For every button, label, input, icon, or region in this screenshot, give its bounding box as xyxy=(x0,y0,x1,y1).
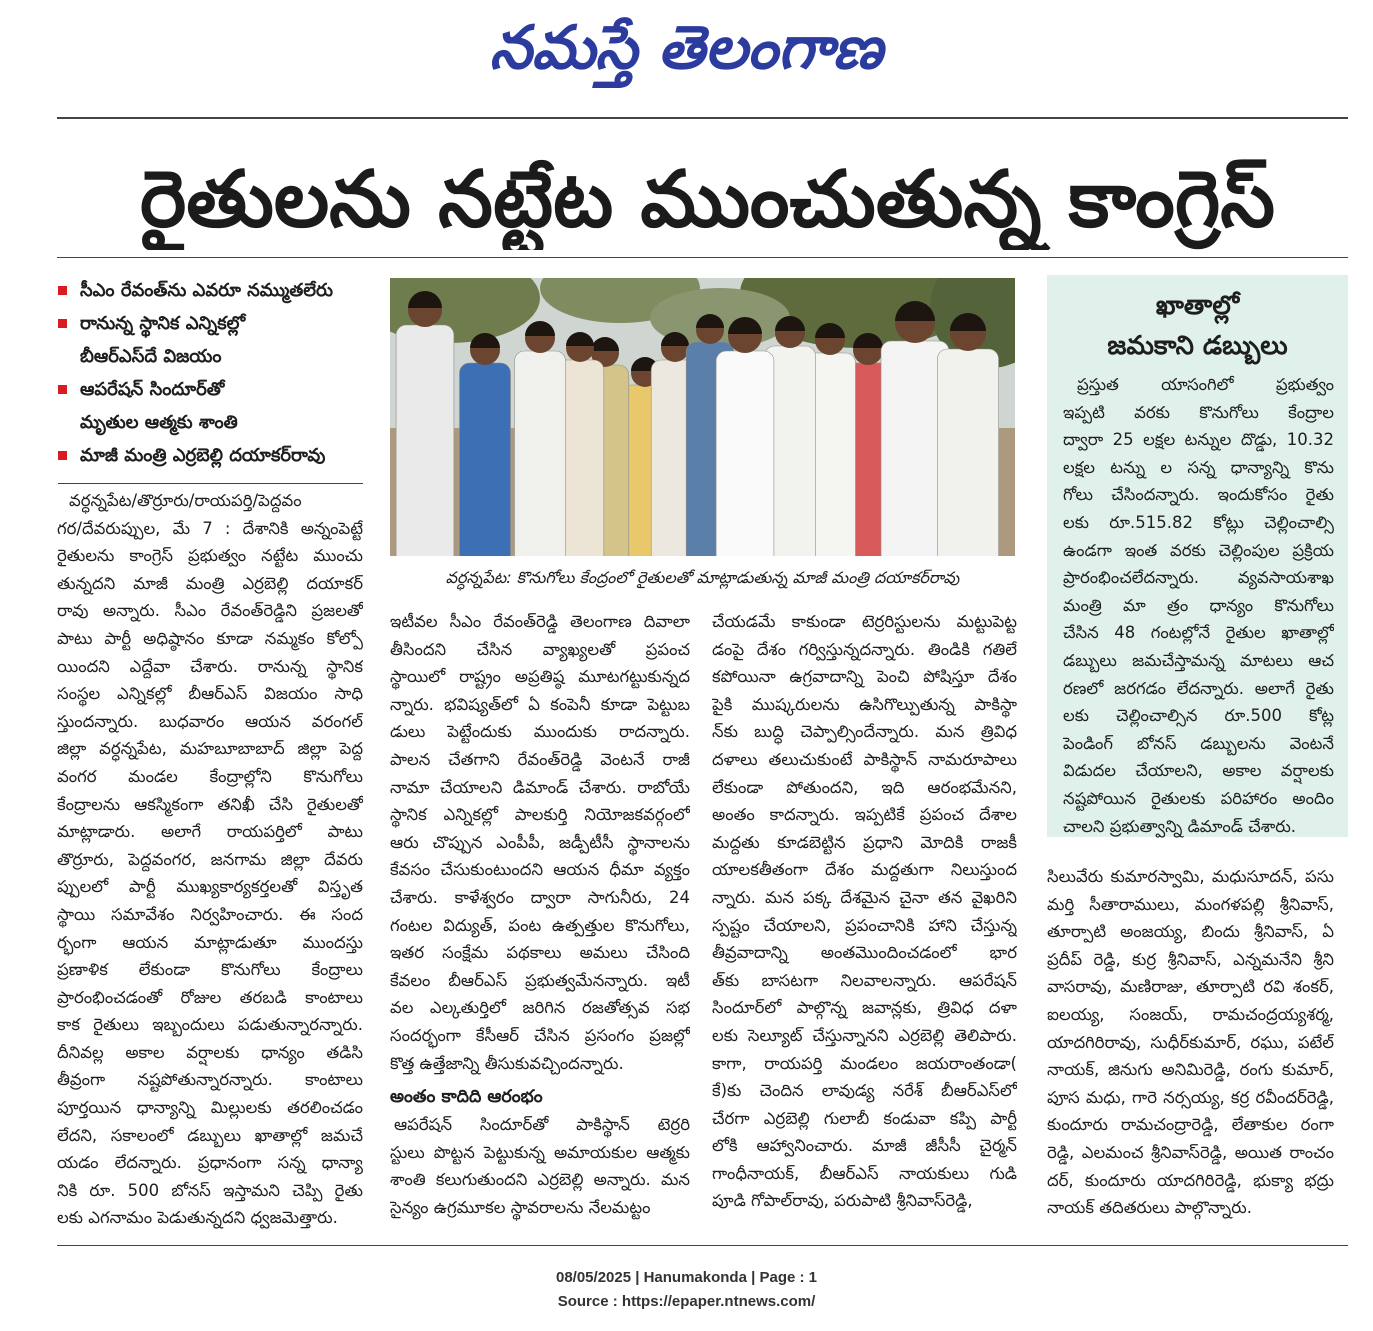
text-line: నష్టపోయిన రైతులకు పరిహారం అందిం xyxy=(1063,788,1334,808)
text-line: లేకుండా పోతుందని, ఇది ఆరంభమేనని, xyxy=(712,777,1017,797)
key-point-text: సీఎం రేవంత్‌ను ఎవరూ నమ్ముతలేరు xyxy=(80,280,333,301)
text-line: స్థానిక ఎన్నికల్లో పాలకుర్తి నియోజకవర్గంలో xyxy=(390,805,690,825)
text-line: సైన్యం ఉగ్రమూకల స్థావరాలను నేలమట్టం xyxy=(390,1197,651,1217)
text-line: సందర్భంగా కేసీఆర్ చేసిన ప్రసంగం ప్రజల్లో xyxy=(390,1025,690,1045)
text-line: లకు ఎగనామం పెడుతున్నదని ధ్వజమెత్తారు. xyxy=(57,1208,338,1228)
article-column-2-continued xyxy=(390,1111,690,1221)
bullet-square-icon xyxy=(58,286,67,295)
key-point-text: మృతుల ఆత్మకు శాంతి xyxy=(80,412,238,433)
text-line: రావు అన్నారు. సీఎం రేవంత్‌రెడ్డిని ప్రజలతో xyxy=(57,601,363,621)
text-line: లేదని, సకాలంలో డబ్బులు ఖాతాల్లో జమచే xyxy=(57,1125,363,1145)
text-line: గంటల విద్యుత్, పంట ఉత్పత్తుల కొనుగోలు, xyxy=(390,915,690,935)
text-line: నికి రూ. 500 బోనస్ ఇస్తామని చెప్పి రైతు xyxy=(57,1180,363,1200)
text-line: స్తుందన్నారు. బుధవారం ఆయన వరంగల్ xyxy=(57,711,363,731)
text-line: యిందని ఎద్దేవా చేశారు. రానున్న స్థానిక xyxy=(57,656,363,676)
text-line: పైకి ముష్కరులను ఉసిగొల్పుతున్న పాకిస్థా xyxy=(712,694,1017,714)
text-line: ఇప్పటి వరకు కొనుగోలు కేంద్రాల xyxy=(1063,402,1334,422)
text-line: అంతం కాదన్నారు. ఇప్పటికే ప్రపంచ దేశాల xyxy=(712,805,1017,825)
text-line: మాట్లాడారు. అలాగే రాయపర్తిలో పాటు xyxy=(57,822,363,842)
text-line: యాదగిరిరావు, సుధీర్‌కుమార్, రఘు, పటేల్ xyxy=(1047,1032,1334,1052)
text-line: తీవ్రంగా నష్టపోతున్నారన్నారు. కాంటాలు xyxy=(57,1070,363,1090)
text-line: కే)కు చెందిన లావుడ్య నరేశ్ బీఆర్ఎస్‌లో xyxy=(712,1081,1017,1101)
text-line: త్‌కు బాసటగా నిలవాలన్నారు. ఆపరేషన్ xyxy=(712,970,1017,990)
text-line: వల ఎల్కతుర్తిలో జరిగిన రజతోత్సవ సభ xyxy=(390,998,690,1018)
person-body xyxy=(460,363,511,556)
text-line: మర్తి సీతారాములు, మంగళపల్లి శ్రీనివాస్, xyxy=(1047,894,1334,914)
text-line: డులు పెట్టేందుకు ముందుకు రాదన్నారు. xyxy=(390,722,690,742)
text-line: డంపై దేశం గర్విస్తున్నదన్నారు. తిండికి గతిలే xyxy=(712,639,1017,659)
text-line: లక్షల టన్ను ల సన్న ధాన్యాన్ని కొను xyxy=(1063,457,1334,477)
text-line: ఆరు చొప్పున ఎంపీపీ, జడ్పీటీసీ స్థానాలను xyxy=(390,832,690,852)
article-column-2 xyxy=(390,608,690,1077)
source-line: Source : https://epaper.ntnews.com/ xyxy=(557,1293,816,1310)
text-line: పెండింగ్ బోనస్ డబ్బులను వెంటనే xyxy=(1063,733,1334,753)
news-photo xyxy=(390,278,1015,556)
text-line: మంత్రి మా త్రం ధాన్యం కొనుగోలు xyxy=(1063,595,1334,615)
article-column-1 xyxy=(57,487,363,1232)
text-line: కపోయినా ఉగ్రవాదాన్ని పెంచి పోషిస్తూ దేశం xyxy=(712,667,1017,687)
article-column-3 xyxy=(712,608,1017,1215)
text-line: రణలో జరగడం లేదన్నారు. అలాగే రైతు xyxy=(1063,678,1334,698)
text-line: జిల్లా వర్ధన్నపేట, మహబూబాబాద్ జిల్లా పెద్ద xyxy=(57,739,363,759)
text-line: తీసిందని చేసిన వ్యాఖ్యలతో ప్రపంచ xyxy=(390,639,690,659)
text-line: స్థాయి సమావేశం నిర్వహించారు. ఈ సంద xyxy=(57,904,363,924)
text-line: గోలు చేసిందన్నారు. ఇందుకోసం రైతు xyxy=(1063,485,1334,505)
text-line: కుందూరు రామచంద్రారెడ్డి, లేతాకుల రంగా xyxy=(1047,1115,1334,1135)
text-line: మద్దతు కూడబెట్టిన ప్రధాని మోదికి రాజకీ xyxy=(712,832,1017,852)
text-line: వంగర మండల కేంద్రాల్లోని కొనుగోలు xyxy=(57,766,363,786)
text-line: ప్రారంభించలేదన్నారు. వ్యవసాయశాఖ xyxy=(1063,568,1334,588)
sidebar-body xyxy=(1063,371,1334,840)
key-point-text: రానున్న స్థానిక ఎన్నికల్లో xyxy=(80,313,246,334)
key-points-list xyxy=(58,274,363,472)
text-line: కాక రైతులు ఇబ్బందులు పడుతున్నారన్నారు. xyxy=(57,1015,363,1035)
text-line: ప్రస్తుత యాసంగిలో ప్రభుత్వం xyxy=(1077,375,1334,394)
sidebar-title-line: జమకాని డబ్బులు xyxy=(1107,331,1288,361)
text-line: చేయడమే కాకుండా టెర్రరిస్టులను మట్టుపెట్ట xyxy=(712,612,1017,631)
text-line: చేశారు. కాళేశ్వరం ద్వారా సాగునీరు, 24 xyxy=(390,887,690,907)
headline-divider xyxy=(57,257,1348,258)
text-line: సంస్థల ఎన్నికల్లో బీఆర్ఎస్ విజయం సాధి xyxy=(57,684,363,704)
key-point xyxy=(58,274,363,307)
text-line: తున్నదని మాజీ మంత్రి ఎర్రబెల్లి దయాకర్ xyxy=(57,573,363,593)
text-line: శాంతి కలుగుతుందని ఎర్రబెల్లి అన్నారు. మన xyxy=(390,1170,690,1190)
text-line: కేవసం చేసుకుంటుందని ఆయన ధీమా వ్యక్తం xyxy=(390,860,690,880)
photo-person xyxy=(937,313,998,556)
sidebar-title-line: ఖాతాల్లో xyxy=(1155,291,1240,321)
text-line: ఇతర సంక్షేమ పథకాలు అమలు చేసింది xyxy=(390,943,690,963)
text-line: రెడ్డి, ఎలమంచ శ్రీనివాస్‌రెడ్డి, అయిత రాంచం xyxy=(1047,1142,1334,1162)
text-line: లకు సెల్యూట్ చేస్తున్నానని ఎర్రబెల్లి తెలిపారు. xyxy=(712,1025,1017,1045)
text-line: పాటు పార్టీ అధిష్ఠానం కూడా నమ్మకం కోల్పో xyxy=(57,628,363,648)
text-line: సిందూర్‌లో పాల్గొన్న జవాన్లకు, త్రివిధ దళా xyxy=(712,998,1017,1018)
text-line: నామా చేయాలని డిమాండ్ చేశారు. రాబోయే xyxy=(390,777,690,797)
subheading: అంతం కాదిది ఆరంభం xyxy=(390,1087,543,1107)
article-column-4 xyxy=(1047,863,1334,1222)
person-body xyxy=(396,325,454,556)
text-line: కేవలం బీఆర్ఎస్ ప్రభుత్వమేనన్నారు. ఇటీ xyxy=(390,970,690,990)
text-line: తీవ్రవాదాన్ని అంతమొందించడంలో భార xyxy=(712,943,1017,963)
text-line: గాంధీనాయక్, బీఆర్ఎస్ నాయకులు గుడి xyxy=(712,1163,1017,1183)
text-line: యడం లేదన్నారు. ప్రధానంగా సన్న ధాన్యా xyxy=(57,1153,363,1173)
masthead-divider xyxy=(57,117,1348,119)
text-line: పూర్తయిన ధాన్యాన్ని మిల్లులకు తరలించడం xyxy=(57,1098,363,1118)
text-line: ద్వారా 25 లక్షల టన్నుల దొడ్డు, 10.32 xyxy=(1063,430,1334,450)
text-line: ఉండగా ఇంత వరకు చెల్లింపుల ప్రక్రియ xyxy=(1063,540,1334,560)
text-line: దర్, కుందూరు యాదగిరిరెడ్డి, భుక్యా భద్రు xyxy=(1047,1170,1334,1190)
text-line: ప్రారంభించడంతో రోజుల తరబడి కాంటాలు xyxy=(57,987,363,1007)
key-point-text: మాజీ మంత్రి ఎర్రబెల్లి దయాకర్‌రావు xyxy=(80,445,326,466)
page-info: 08/05/2025 | Hanumakonda | Page : 1 xyxy=(555,1269,817,1286)
text-line: కొత్త ఉత్తేజాన్ని తీసుకువచ్చిందన్నారు. xyxy=(390,1053,624,1073)
footer-divider xyxy=(57,1245,1348,1246)
text-line: తూర్పాటి అంజయ్య, బిందు శ్రీనివాస్, ఏ xyxy=(1047,922,1334,942)
text-line: దీనివల్ల అకాల వర్షాలకు ధాన్యం తడిసి xyxy=(57,1042,363,1062)
text-line: చేరగా ఎర్రబెల్లి గులాబీ కండువా కప్పి పార్టీ xyxy=(712,1108,1017,1128)
text-line: ఆపరేషన్ సిందూర్‌తో పాకిస్థాన్ టెర్రరి xyxy=(394,1115,690,1134)
text-line: రైతులను కాంగ్రెస్ ప్రభుత్వం నట్టేట ముంచు xyxy=(57,546,363,566)
text-line: వాసరావు, మణిరాజు, తూర్పాటి రవి శంకర్, xyxy=(1047,977,1334,997)
text-line: ప్రదీప్ రెడ్డి, కుర్ర శ్రీనివాస్, ఎన్నమనేని శ్రీని xyxy=(1047,949,1334,969)
photo-person xyxy=(716,317,774,556)
text-line: తొర్రూరు, పెద్దవంగర, జనగామ జిల్లా దేవరు xyxy=(57,849,363,869)
text-line: నాయక్, జినుగు అనిమిరెడ్డి, రంగు కుమార్, xyxy=(1047,1060,1334,1080)
masthead-logo: నమస్తే తెలంగాణ xyxy=(489,13,883,83)
text-line: పాలన చేతగాని రేవంత్‌రెడ్డి వెంటనే రాజీ xyxy=(390,749,690,769)
text-line: పూడి గోపాల్‌రావు, పరుపాటి శ్రీనివాస్‌రెడ్డి, xyxy=(712,1191,973,1211)
text-line: ప్రణాళిక లేకుండా కొనుగోలు కేంద్రాలు xyxy=(57,960,363,980)
photo-caption: వర్ధన్నపేట: కొనుగోలు కేంద్రంలో రైతులతో మాట్లాడుతున్న మాజీ మంత్రి దయాకర్‌రావు xyxy=(445,568,960,587)
text-line: యాలకతీతంగా దేశం మద్దతుగా నిలుస్తుంద xyxy=(712,860,1017,880)
text-line: సిలువేరు కుమారస్వామి, మధుసూదన్, పసు xyxy=(1047,867,1334,886)
text-line: న్నారు. భవిష్యత్‌లో ఏ కంపెనీ కూడా పెట్టుబ xyxy=(390,694,690,714)
text-line: విడుదల చేయాలని, అకాల వర్షాలకు xyxy=(1063,761,1334,781)
text-line: స్పష్టం చేయాలని, ప్రపంచానికి హాని చేస్తున్న xyxy=(712,915,1017,935)
photo-person xyxy=(396,291,454,556)
key-point xyxy=(58,373,363,439)
text-line: చేసిన 48 గంటల్లోనే రైతుల ఖాతాల్లో xyxy=(1063,623,1334,643)
key-points-divider xyxy=(58,483,363,484)
person-body xyxy=(515,351,566,556)
text-line: లకు రూ.515.82 కోట్లు చెల్లించాల్సి xyxy=(1063,512,1334,532)
text-line: లోకి ఆహ్వానించారు. మాజీ జీసీసీ చైర్మన్ xyxy=(712,1136,1017,1156)
key-point-text: బీఆర్ఎస్‌దే విజయం xyxy=(80,346,222,367)
text-line: వర్ధన్నపేట/తొర్రూరు/రాయపర్తి/పెద్దవం xyxy=(69,491,302,510)
key-point xyxy=(58,307,363,373)
key-point xyxy=(58,439,363,472)
text-line: ఐలయ్య, సంజయ్, రామచంద్రయ్యశర్మ, xyxy=(1047,1004,1334,1024)
text-line: ఇటీవల సీఎం రేవంత్‌రెడ్డి తెలంగాణ దివాలా xyxy=(390,612,690,631)
bullet-square-icon xyxy=(58,385,67,394)
text-line: స్టులు పొట్టన పెట్టుకున్న అమాయకుల ఆత్మకు xyxy=(390,1142,690,1162)
key-point-text: ఆపరేషన్ సిందూర్‌తో xyxy=(80,379,225,400)
bullet-square-icon xyxy=(58,451,67,460)
sidebar-title xyxy=(1055,286,1340,366)
text-line: పూస మధు, గారె నర్సయ్య, కర్ర రవీందర్‌రెడ్డి, xyxy=(1047,1087,1334,1107)
text-line: డబ్బులు జమచేస్తామన్న మాటలు ఆచ xyxy=(1063,650,1334,670)
text-line: నాయక్ తదితరులు పాల్గొన్నారు. xyxy=(1047,1198,1252,1218)
text-line: న్నారు. మన పక్క దేశమైన చైనా తన వైఖరిని xyxy=(712,887,1017,907)
text-line: న్‌కు బుద్ధి చెప్పాల్సిందేన్నారు. మన త్రివిధ xyxy=(712,722,1017,742)
text-line: లకు చెల్లించాల్సిన రూ.500 కోట్ల xyxy=(1063,706,1334,726)
person-body xyxy=(937,349,998,556)
text-line: దళాలు తలుచుకుంటే పాకిస్థాన్ నామరూపాలు xyxy=(712,749,1017,769)
text-line: చాలని ప్రభుత్వాన్ని డిమాండ్ చేశారు. xyxy=(1063,816,1297,836)
bullet-square-icon xyxy=(58,319,67,328)
text-line: కాగా, రాయపర్తి మండలం జయరాంతండా( xyxy=(712,1053,1017,1073)
text-line: గర/దేవరుప్పుల, మే 7 : దేశానికి అన్నంపెట్టే xyxy=(57,518,363,538)
photo-person xyxy=(515,321,566,556)
text-line: ప్పులలో పార్టీ ముఖ్యకార్యకర్తలతో విస్తృత xyxy=(57,877,363,897)
text-line: ర్భంగా ఆయన మాట్లాడుతూ ముందస్తు xyxy=(57,932,363,952)
text-line: స్థాయిలో రాష్ట్రం అప్రతిష్ఠ మూటగట్టుకున్నద xyxy=(390,667,690,687)
person-body xyxy=(716,351,774,556)
text-line: కేంద్రాలను ఆకస్మికంగా తనిఖీ చేసి రైతులతో xyxy=(57,794,363,814)
photo-person xyxy=(460,333,511,556)
headline: రైతులను నట్టేట ముంచుతున్న కాంగ్రెస్ xyxy=(139,155,1276,245)
